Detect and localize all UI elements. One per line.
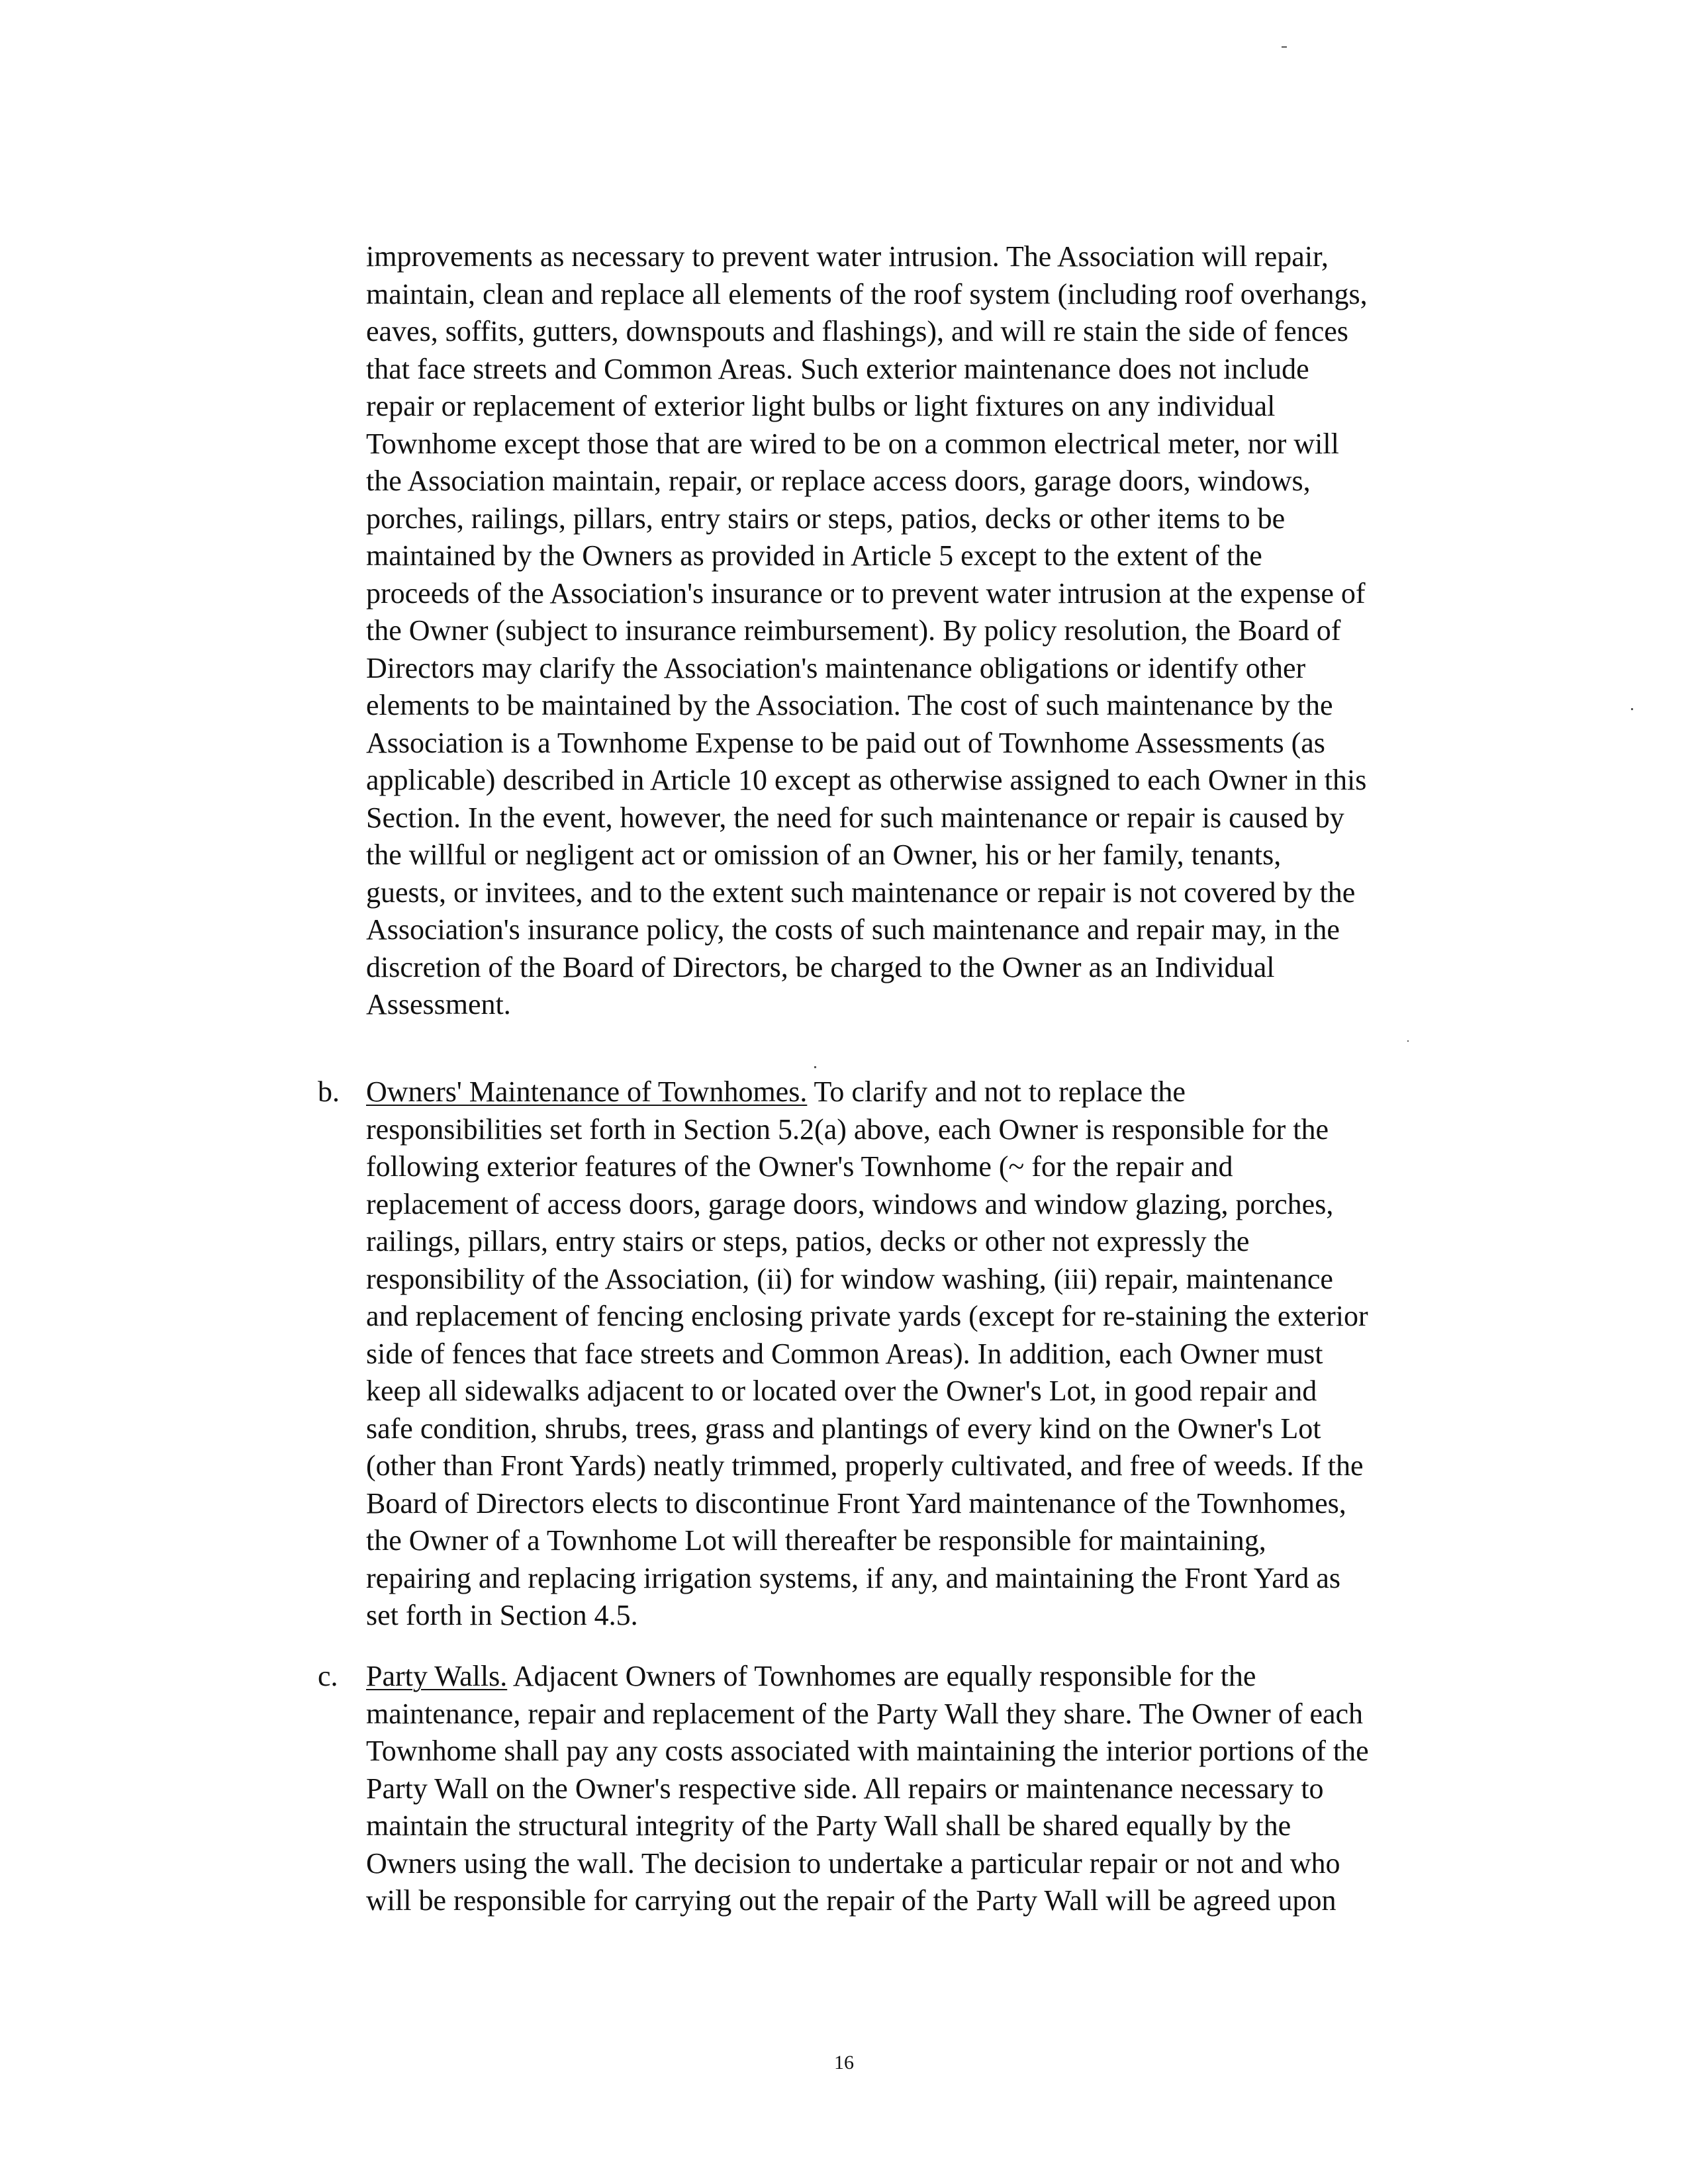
scan-speck — [1407, 1040, 1409, 1042]
section-c-first-line-text: Adjacent Owners of Townhomes are equally responsible for the — [507, 1660, 1256, 1692]
section-c-paragraph — [366, 1658, 1472, 1920]
text-line: Assessment. — [366, 988, 511, 1021]
text-line: eaves, soffits, gutters, downspouts and flashings), and will re stain the side of fences — [366, 315, 1348, 347]
text-line: Townhome shall pay any costs associated with maintaining the interior portions of the — [366, 1735, 1369, 1767]
text-line: maintenance, repair and replacement of the Party Wall they share. The Owner of each — [366, 1697, 1364, 1730]
text-line: following exterior features of the Owner's Townhome (~ for the repair and — [366, 1150, 1233, 1183]
text-line: guests, or invitees, and to the extent such maintenance or repair is not covered by the — [366, 876, 1356, 909]
section-b-first-line — [366, 1073, 1472, 1111]
text-line: the Owner (subject to insurance reimbursement). By policy resolution, the Board of — [366, 614, 1341, 647]
section-c-heading: Party Walls. — [366, 1660, 508, 1692]
text-line: proceeds of the Association's insurance or to prevent water intrusion at the expense of — [366, 576, 1366, 610]
text-line: repairing and replacing irrigation systems, if any, and maintaining the Front Yard as — [366, 1561, 1341, 1594]
text-line: Townhome except those that are wired to be on a common electrical meter, nor will — [366, 427, 1339, 460]
scan-speck — [814, 1066, 816, 1068]
section-b-marker: b. — [318, 1075, 340, 1108]
text-line: maintain the structural integrity of the Party Wall shall be shared equally by the — [366, 1809, 1291, 1842]
text-line: Association's insurance policy, the costs of such maintenance and repair may, in the — [366, 913, 1340, 946]
text-line: set forth in Section 4.5. — [366, 1599, 638, 1631]
text-line: porches, railings, pillars, entry stairs or steps, patios, decks or other items to be — [366, 502, 1286, 535]
text-line: responsibilities set forth in Section 5.2(a) above, each Owner is responsible for the — [366, 1113, 1329, 1146]
section-b-heading: Owners' Maintenance of Townhomes. — [366, 1075, 808, 1108]
section-c-first-line — [366, 1658, 1472, 1696]
section-c-marker: c. — [318, 1660, 338, 1692]
text-line: elements to be maintained by the Association. The cost of such maintenance by the — [366, 689, 1333, 721]
text-line: the Association maintain, repair, or replace access doors, garage doors, windows, — [366, 465, 1311, 497]
text-line: Board of Directors elects to discontinue Front Yard maintenance of the Townhomes, — [366, 1486, 1346, 1520]
text-line: maintained by the Owners as provided in Article 5 except to the extent of the — [366, 539, 1262, 572]
text-line: railings, pillars, entry stairs or steps, patios, decks or other not expressly the — [366, 1225, 1250, 1257]
text-line: responsibility of the Association, (ii) for window washing, (iii) repair, maintenance — [366, 1262, 1333, 1295]
text-line: Party Wall on the Owner's respective side. All repairs or maintenance necessary to — [366, 1772, 1324, 1805]
text-line: and replacement of fencing enclosing private yards (except for re-staining the exterior — [366, 1300, 1368, 1332]
text-line: keep all sidewalks adjacent to or located over the Owner's Lot, in good repair and — [366, 1375, 1317, 1407]
text-line: discretion of the Board of Directors, be charged to the Owner as an Individual — [366, 950, 1275, 983]
section-b-paragraph — [366, 1073, 1472, 1635]
text-line: Owners using the wall. The decision to undertake a particular repair or not and who — [366, 1846, 1340, 1880]
text-line: improvements as necessary to prevent water intrusion. The Association will repair, — [366, 240, 1329, 273]
scan-speck — [1282, 46, 1287, 48]
text-line: safe condition, shrubs, trees, grass and plantings of every kind on the Owner's Lot — [366, 1412, 1321, 1445]
text-line: Directors may clarify the Association's maintenance obligations or identify other — [366, 651, 1306, 684]
text-line: that face streets and Common Areas. Such exterior maintenance does not include — [366, 352, 1309, 385]
text-line: maintain, clean and replace all elements of the roof system (including roof overhangs, — [366, 277, 1368, 310]
text-line: will be responsible for carrying out the repair of the Party Wall will be agreed upon — [366, 1884, 1336, 1917]
continuation-paragraph — [366, 238, 1472, 1024]
text-line: the Owner of a Townhome Lot will thereafter be responsible for maintaining, — [366, 1524, 1266, 1557]
text-line: (other than Front Yards) neatly trimmed, properly cultivated, and free of weeds. If the — [366, 1449, 1364, 1482]
text-line: applicable) described in Article 10 except as otherwise assigned to each Owner in this — [366, 764, 1367, 796]
text-line: replacement of access doors, garage doors, windows and window glazing, porches, — [366, 1187, 1334, 1220]
section-b-first-line-text: To clarify and not to replace the — [807, 1075, 1186, 1108]
page-number: 16 — [834, 2052, 854, 2073]
text-line: repair or replacement of exterior light bulbs or light fixtures on any individual — [366, 390, 1276, 422]
text-line: side of fences that face streets and Common Areas). In addition, each Owner must — [366, 1337, 1323, 1370]
text-line: Association is a Townhome Expense to be paid out of Townhome Assessments (as — [366, 726, 1325, 759]
text-line: Section. In the event, however, the need for such maintenance or repair is caused by — [366, 801, 1344, 834]
scan-speck — [1631, 708, 1633, 710]
text-line: the willful or negligent act or omission of an Owner, his or her family, tenants, — [366, 839, 1282, 871]
